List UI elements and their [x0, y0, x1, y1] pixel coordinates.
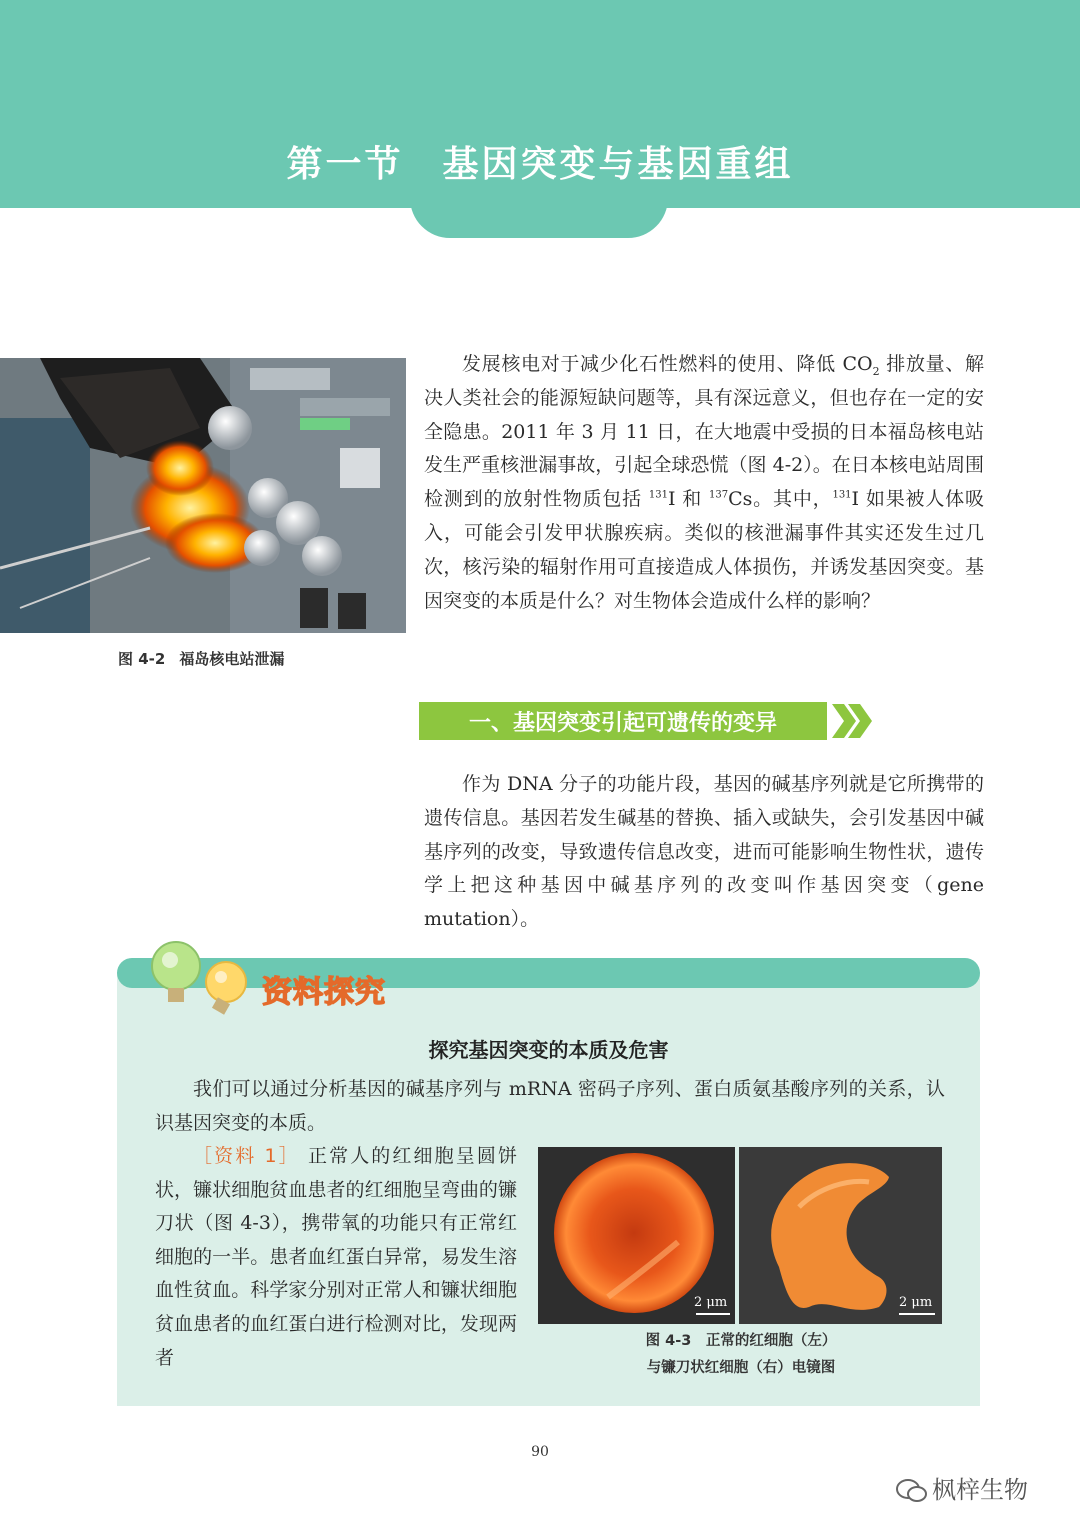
research-box-label: 资料探究: [262, 975, 386, 1010]
intro-text-5: I 如果被人体吸入，可能会引发甲状腺疾病。类似的核泄漏事件其实还发生过几次，核污染的辐射作用可直接造成人体损伤，并诱发基因突变。基因突变的本质是什么？对生物体会造成什么样的影响？: [424, 488, 984, 612]
figure-4-2-label: 图 4-2: [118, 650, 166, 668]
cesium-isotope-sup: 137: [708, 489, 729, 501]
intro-text-4: Cs。其中，: [728, 488, 833, 511]
data-1-tag: ［资料 1］: [193, 1145, 300, 1167]
figure-4-2-title: 福岛核电站泄漏: [179, 650, 285, 668]
scale-label-left: 2 μm: [694, 1295, 728, 1310]
wechat-icon: [896, 1478, 928, 1504]
chapter-title: 第一节 基因突变与基因重组: [286, 144, 794, 185]
iodine-isotope-sup-2: 131: [832, 489, 852, 501]
data-1-paragraph: [155, 1140, 517, 1375]
scale-label-right: 2 μm: [899, 1295, 933, 1310]
intro-text-2: 排放量、解决人类社会的能源短缺问题等，具有深远意义，但也存在一定的安全隐患。2011 年 3 月 11 日，在大地震中受损的日本福岛核电站发生严重核泄漏事故，引起全球恐慌（图 4-2）。在日本核电站周围检测到的放射性物质包括: [424, 353, 984, 511]
intro-text-1: 发展核电对于减少化石性燃料的使用、降低 CO: [462, 353, 873, 375]
data-1-text: 正常人的红细胞呈圆饼状，镰状细胞贫血患者的红细胞呈弯曲的镰刀状（图 4-3），携带氧的功能只有正常红细胞的一半。患者血红蛋白异常，易发生溶血性贫血。科学家分别对正常人和镰状细胞贫血患者的血红蛋白进行检测对比，发现两者: [155, 1145, 517, 1369]
intro-paragraph: [424, 348, 984, 618]
co2-subscript: 2: [872, 364, 880, 378]
page-number: 90: [531, 1444, 549, 1460]
figure-4-3-caption: [540, 1328, 942, 1382]
lightbulb-icon: [146, 938, 256, 1022]
section-heading: [419, 702, 827, 740]
normal-red-cell-image: [538, 1147, 735, 1324]
fukushima-photo: [0, 358, 406, 633]
section-body: 作为 DNA 分子的功能片段，基因的碱基序列就是它所携带的遗传信息。基因若发生碱基的替换、插入或缺失，会引发基因中碱基序列的改变，导致遗传信息改变，进而可能影响生物性状，遗传学上把这种基因中碱基序列的改变叫作基因突变（gene mutation）。: [424, 773, 984, 931]
intro-text-3: I 和: [667, 488, 709, 511]
section-title: 一、基因突变引起可遗传的变异: [468, 711, 777, 736]
research-box-title: 探究基因突变的本质及危害: [428, 1038, 669, 1062]
chevron-double-right-icon: [830, 702, 874, 744]
research-box-intro: 我们可以通过分析基因的碱基序列与 mRNA 密码子序列、蛋白质氨基酸序列的关系，认识基因突变的本质。: [155, 1078, 945, 1134]
figure-4-2-caption: [118, 648, 298, 669]
sickle-cell-image: [739, 1147, 942, 1324]
figure-4-3-caption-line-1: 图 4-3 正常的红细胞（左）: [645, 1333, 837, 1349]
watermark: [896, 1470, 1028, 1505]
iodine-isotope-sup: 131: [648, 489, 668, 501]
figure-4-3-caption-line-2: 与镰刀状红细胞（右）电镜图: [646, 1360, 836, 1376]
watermark-text: 枫梓生物: [932, 1476, 1028, 1504]
